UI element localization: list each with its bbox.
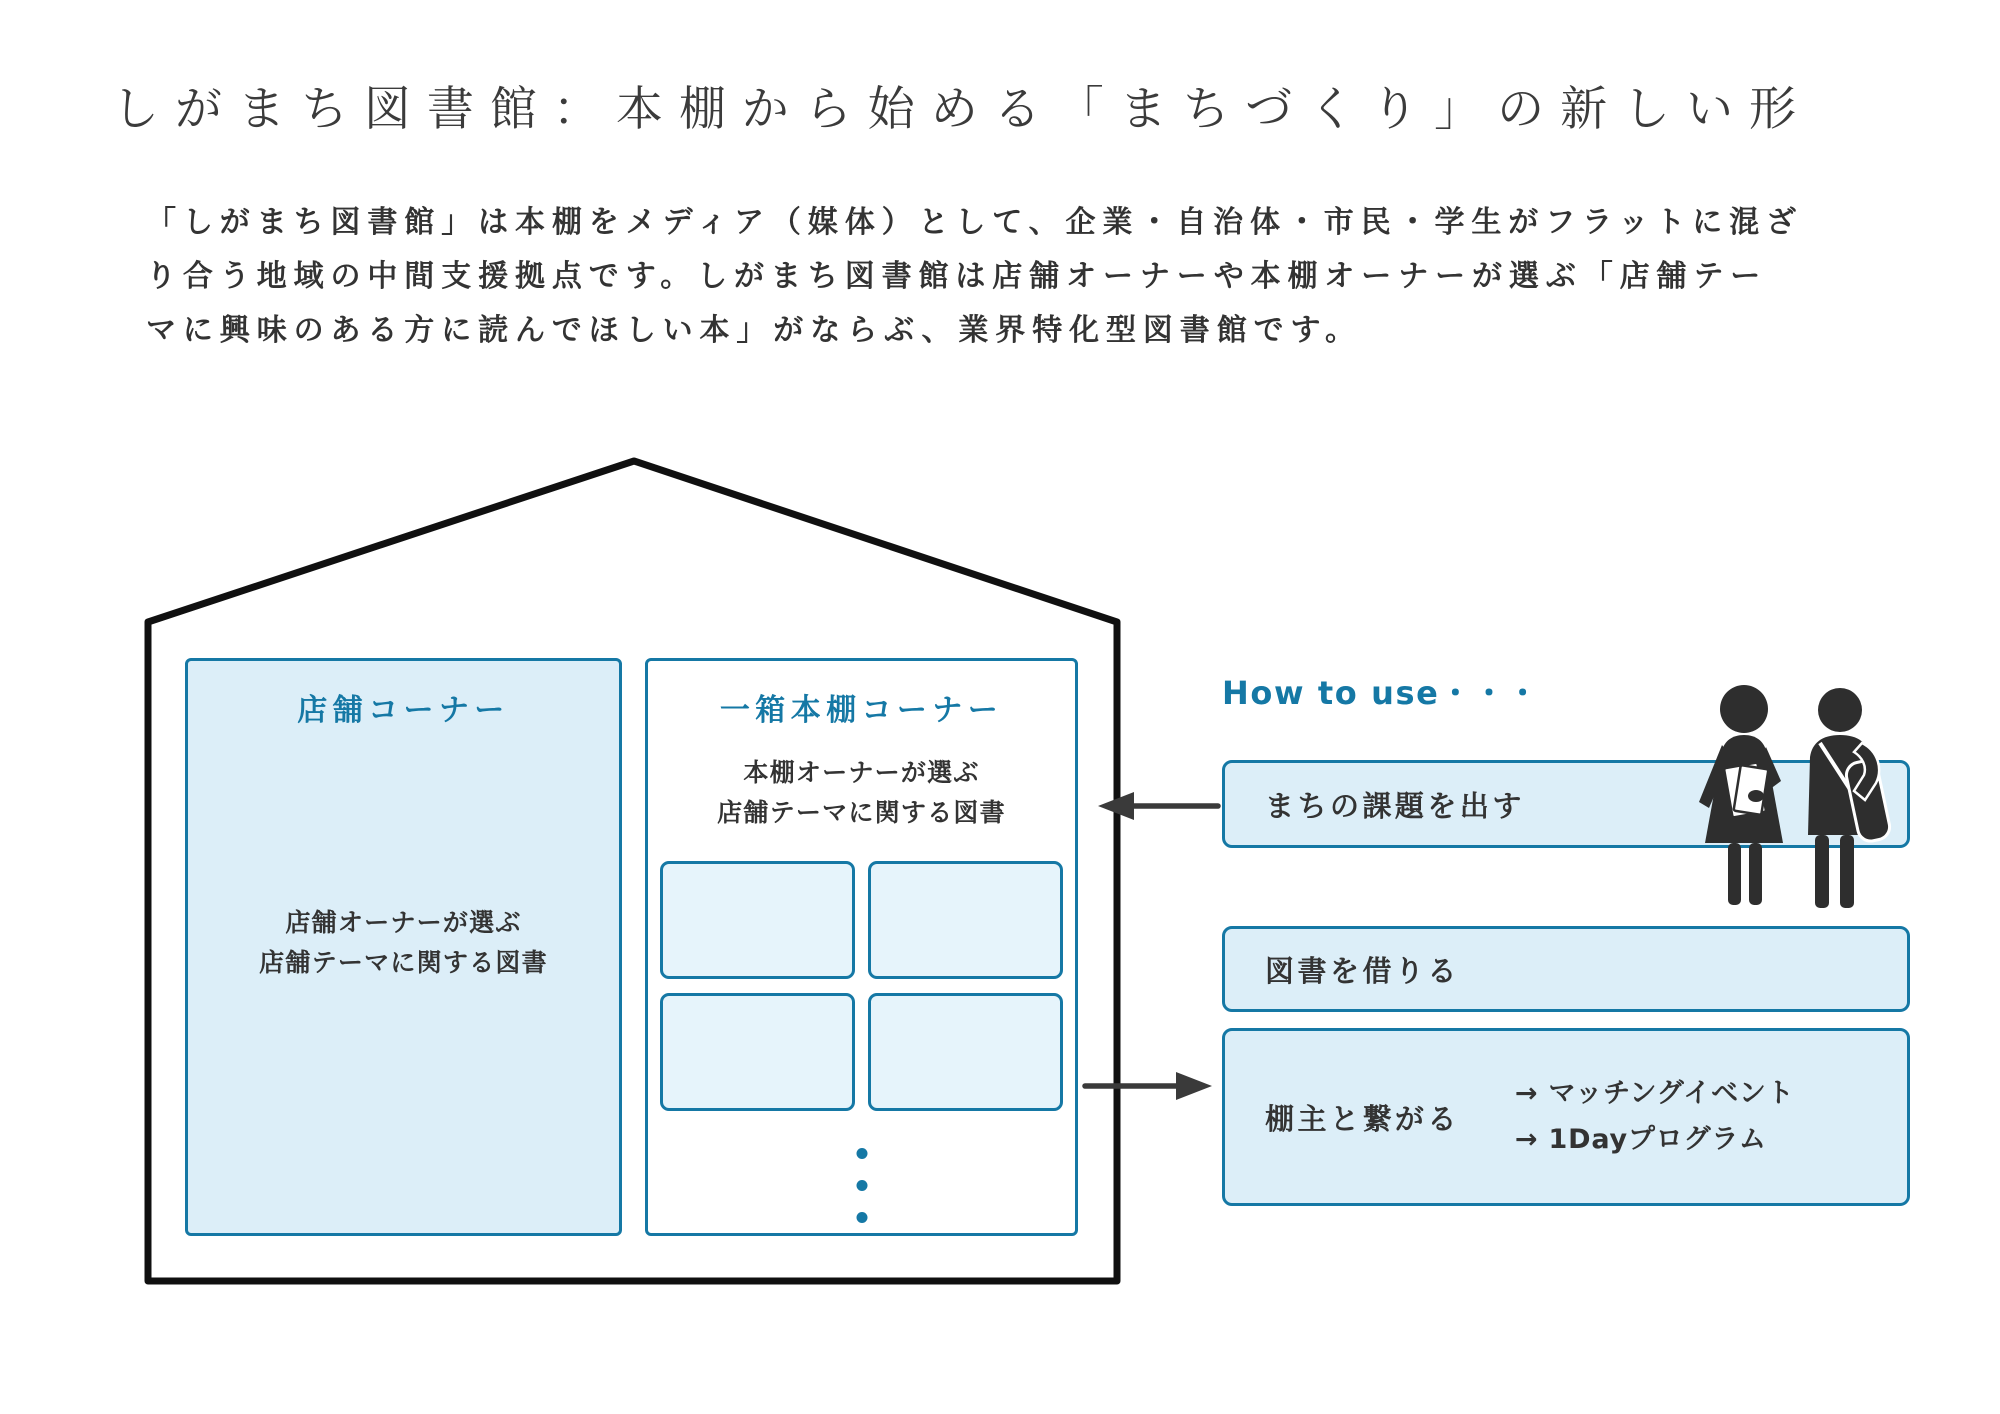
step-label: 棚主と繋がる: [1265, 1101, 1460, 1136]
woman-silhouette: [1699, 685, 1783, 905]
step-details: → マッチングイベント → 1Dayプログラム: [1514, 1078, 1795, 1155]
ellipsis-dots: [856, 1148, 867, 1223]
intro-line-3: マに興味のある方に読んでほしい本」がならぶ、業界特化型図書館です。: [146, 313, 1362, 348]
bookshelf-corner-box: [645, 658, 1078, 1236]
bookshelf-slot: [868, 993, 1063, 1111]
dot: [856, 1212, 867, 1223]
step-label: 図書を借りる: [1265, 953, 1460, 988]
how-to-use-heading: How to use・・・: [1222, 674, 1541, 712]
store-corner-title: 店舗コーナー: [297, 693, 510, 728]
intro-line-1: 「しがまち図書館」は本棚をメディア（媒体）として、企業・自治体・市民・学生がフラットに混ざ: [146, 205, 1803, 240]
store-corner-box: [185, 658, 622, 1236]
intro-line-2: り合う地域の中間支援拠点です。しがまち図書館は店舗オーナーや本棚オーナーが選ぶ「店舗テー: [146, 259, 1768, 294]
page-title: しがまち図書館：本棚から始める「まちづくり」の新しい形: [112, 82, 1812, 137]
two-people-icon: [1692, 683, 1894, 925]
bookshelf-slot-grid: [660, 861, 1063, 1111]
bookshelf-corner-title: 一箱本棚コーナー: [719, 693, 1004, 728]
store-corner-description: 店舗オーナーが選ぶ 店舗テーマに関する図書: [259, 908, 548, 977]
bookshelf-slot: [660, 993, 855, 1111]
bookshelf-slot: [868, 861, 1063, 979]
arrow-to-connect: [1085, 1072, 1212, 1100]
bookshelf-slot: [660, 861, 855, 979]
dot: [856, 1148, 867, 1159]
dot: [856, 1180, 867, 1191]
step-label: まちの課題を出す: [1265, 788, 1525, 823]
intro-paragraph: [146, 196, 1803, 358]
bookshelf-corner-description: 本棚オーナーが選ぶ 店舗テーマに関する図書: [717, 758, 1006, 827]
step-connect-owners: [1222, 1028, 1910, 1206]
arrow-into-house: [1098, 792, 1218, 820]
man-silhouette: [1808, 688, 1892, 908]
step-borrow-books: [1222, 926, 1910, 1012]
